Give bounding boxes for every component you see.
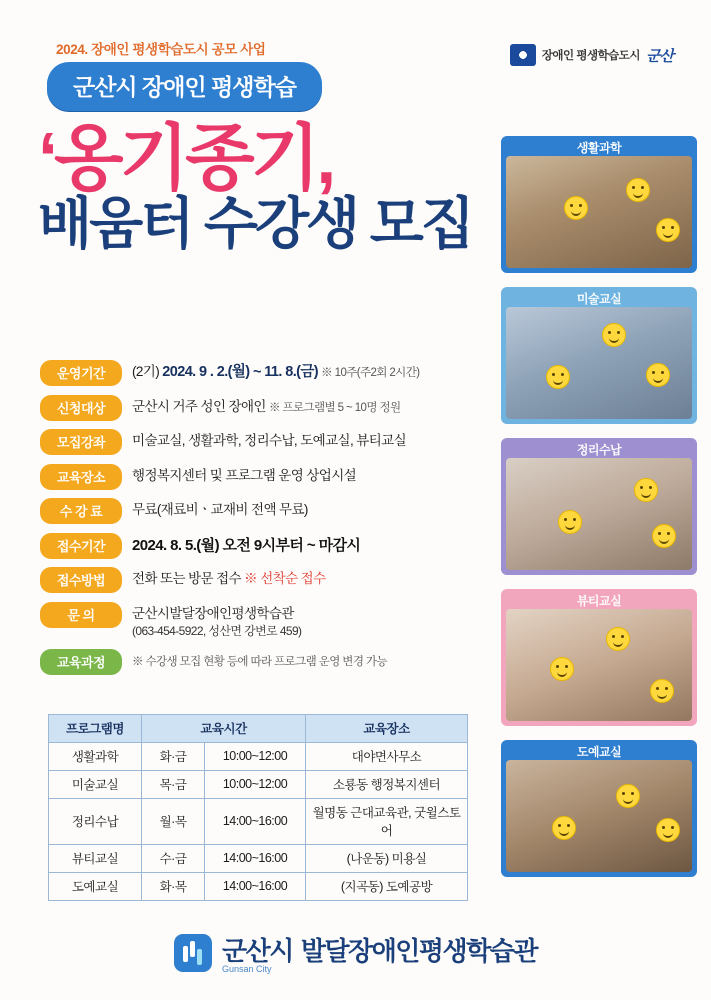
info-row-value: 군산시 거주 성인 장애인 ※ 프로그램별 5 ~ 10명 정원 bbox=[132, 398, 401, 414]
info-row bbox=[40, 429, 495, 455]
table-cell: 10:00~12:00 bbox=[205, 743, 306, 771]
table-cell: (나운동) 미용실 bbox=[306, 845, 468, 873]
smiley-face-icon bbox=[616, 784, 640, 808]
info-row bbox=[40, 567, 495, 593]
table-cell: 화·금 bbox=[142, 743, 205, 771]
info-row-value: 2024. 8. 5.(월) 오전 9시부터 ~ 마감시 bbox=[132, 536, 361, 554]
smiley-face-icon bbox=[634, 478, 658, 502]
info-row bbox=[40, 360, 495, 386]
info-row-value: ※ 수강생 모집 현황 등에 따라 프로그램 운영 변경 가능 bbox=[132, 655, 387, 668]
info-list bbox=[40, 360, 495, 683]
page-title-line1: ‘옹기종기, bbox=[38, 119, 333, 199]
table-cell: 14:00~16:00 bbox=[205, 873, 306, 901]
info-row-label: 신청대상 bbox=[40, 395, 122, 421]
table-cell: 14:00~16:00 bbox=[205, 845, 306, 873]
table-cell: 월명동 근대교육관, 굿윌스토어 bbox=[306, 799, 468, 845]
footer-org-name: 발달장애인평생학습관 bbox=[300, 936, 538, 966]
smiley-face-icon bbox=[650, 679, 674, 703]
photo-image bbox=[506, 458, 692, 570]
table-cell: 뷰티교실 bbox=[49, 845, 142, 873]
footer bbox=[0, 931, 711, 974]
footer-org-city: 군산시 Gunsan City bbox=[221, 936, 293, 974]
info-row-label: 교육장소 bbox=[40, 464, 122, 490]
smiley-face-icon bbox=[564, 196, 588, 220]
table-header-cell: 프로그램명 bbox=[49, 715, 142, 743]
smiley-face-icon bbox=[606, 627, 630, 651]
table-cell: 정리수납 bbox=[49, 799, 142, 845]
photo-caption: 미술교실 bbox=[576, 292, 622, 306]
table-body bbox=[49, 743, 468, 901]
gov-city-label: 군산 bbox=[646, 47, 673, 65]
photo-card bbox=[501, 287, 697, 424]
course-table-wrapper bbox=[48, 714, 468, 901]
info-row-label: 운영기간 bbox=[40, 360, 122, 386]
table-cell: 대야면사무소 bbox=[306, 743, 468, 771]
info-row-label: 문 의 bbox=[40, 602, 122, 628]
info-row-value: 무료(재료비ㆍ교재비 전액 무료) bbox=[132, 502, 308, 517]
photo-caption: 생활과학 bbox=[576, 141, 622, 155]
table-cell: 수·금 bbox=[142, 845, 205, 873]
table-row bbox=[49, 873, 468, 901]
photo-card bbox=[501, 136, 697, 273]
smiley-face-icon bbox=[626, 178, 650, 202]
table-cell: (지곡동) 도예공방 bbox=[306, 873, 468, 901]
table-header-cell: 교육장소 bbox=[306, 715, 468, 743]
info-row bbox=[40, 395, 495, 421]
photo-caption: 정리수납 bbox=[576, 443, 622, 457]
table-cell: 10:00~12:00 bbox=[205, 771, 306, 799]
info-row bbox=[40, 649, 495, 675]
photo-caption: 도예교실 bbox=[576, 745, 622, 759]
table-cell: 도예교실 bbox=[49, 873, 142, 901]
info-row-label: 접수방법 bbox=[40, 567, 122, 593]
table-row bbox=[49, 743, 468, 771]
photo-card bbox=[501, 740, 697, 877]
table-cell: 월·목 bbox=[142, 799, 205, 845]
table-header-row bbox=[49, 715, 468, 743]
info-row-value: 미술교실, 생활과학, 정리수납, 도예교실, 뷰티교실 bbox=[132, 433, 407, 448]
eyebrow-text: 2024. 장애인 평생학습도시 공모 사업 bbox=[56, 42, 266, 57]
info-row-label: 접수기간 bbox=[40, 533, 122, 559]
page-title bbox=[38, 119, 508, 256]
info-row-value: 행정복지센터 및 프로그램 운영 상업시설 bbox=[132, 467, 357, 483]
info-row-label: 모집강좌 bbox=[40, 429, 122, 455]
taegeuk-icon bbox=[510, 44, 536, 66]
photo-card bbox=[501, 438, 697, 575]
table-cell: 미술교실 bbox=[49, 771, 142, 799]
info-row-label: 교육과정 bbox=[40, 649, 122, 675]
table-row bbox=[49, 799, 468, 845]
photo-image bbox=[506, 609, 692, 721]
table-cell: 소룡동 행정복지센터 bbox=[306, 771, 468, 799]
smiley-face-icon bbox=[656, 218, 680, 242]
smiley-face-icon bbox=[646, 363, 670, 387]
government-logo bbox=[510, 44, 673, 66]
info-row bbox=[40, 464, 495, 490]
info-row-value: 군산시발달장애인평생학습관 (063-454-5922, 성산면 강변로 459) bbox=[132, 605, 302, 639]
info-row bbox=[40, 602, 495, 641]
photo-image bbox=[506, 307, 692, 419]
photo-caption: 뷰티교실 bbox=[576, 594, 622, 608]
photo-card bbox=[501, 589, 697, 726]
info-row-label: 수 강 료 bbox=[40, 498, 122, 524]
photo-gallery bbox=[501, 136, 697, 891]
table-cell: 화·목 bbox=[142, 873, 205, 901]
table-header-cell: 교육시간 bbox=[142, 715, 306, 743]
smiley-face-icon bbox=[558, 510, 582, 534]
table-cell: 14:00~16:00 bbox=[205, 799, 306, 845]
table-cell: 목·금 bbox=[142, 771, 205, 799]
gov-logo-label: 장애인 평생학습도시 bbox=[541, 50, 641, 62]
info-row-value: (2기) 2024. 9 . 2.(월) ~ 11. 8.(금) ※ 10주(주2회 2시간) bbox=[132, 364, 420, 380]
title-pill: 군산시 장애인 평생학습 bbox=[47, 62, 322, 111]
footer-org-city-en: Gunsan City bbox=[221, 964, 272, 974]
smiley-face-icon bbox=[546, 365, 570, 389]
photo-image bbox=[506, 156, 692, 268]
gunsan-logo-icon bbox=[174, 934, 212, 972]
info-row bbox=[40, 533, 495, 559]
photo-image bbox=[506, 760, 692, 872]
smiley-face-icon bbox=[552, 816, 576, 840]
info-row-value: 전화 또는 방문 접수 ※ 선착순 접수 bbox=[132, 571, 326, 586]
smiley-face-icon bbox=[652, 524, 676, 548]
info-row bbox=[40, 498, 495, 524]
smiley-face-icon bbox=[602, 323, 626, 347]
table-row bbox=[49, 771, 468, 799]
smiley-face-icon bbox=[550, 657, 574, 681]
table-cell: 생활과학 bbox=[49, 743, 142, 771]
smiley-face-icon bbox=[656, 818, 680, 842]
course-table bbox=[48, 714, 468, 901]
page-title-line2: 배움터 수강생 모집 bbox=[38, 191, 472, 255]
table-row bbox=[49, 845, 468, 873]
